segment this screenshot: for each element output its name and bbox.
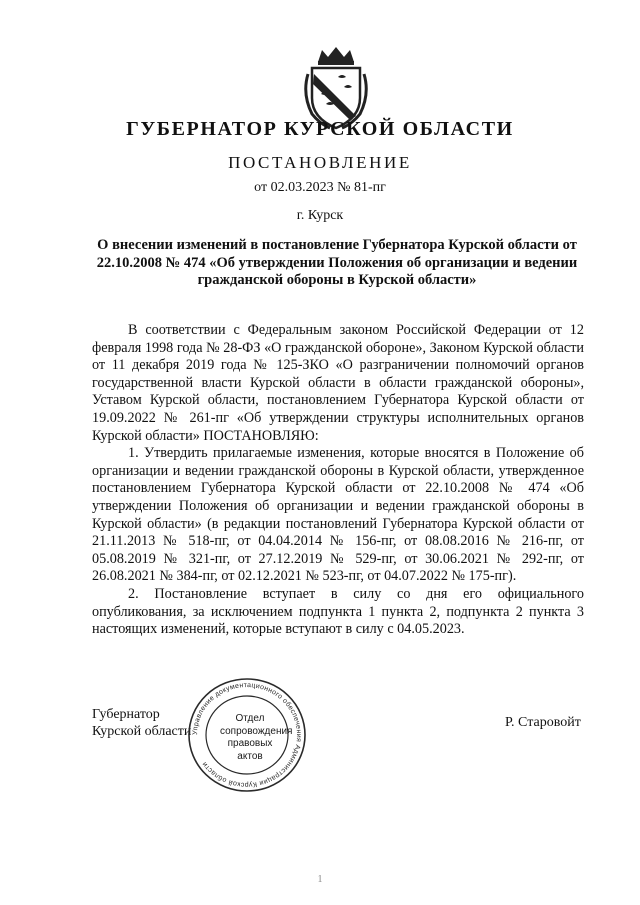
document-type: ПОСТАНОВЛЕНИЕ [228, 153, 412, 172]
stamp-ring-text: Управление документационного обеспечения Администрации Курской области [191, 681, 303, 789]
stamp-line: сопровождения [220, 725, 293, 737]
document-body [92, 322, 584, 639]
document-city: г. Курск [296, 208, 344, 223]
signatory-position-line2: Курской области [92, 724, 192, 739]
body-paragraph: 1. Утвердить прилагаемые изменения, которые вносятся в Положение об организации и ведении гражданской обороны в Курской области, утвержденное постановлением Губернатора Курской области от 22.10.2008 № 474 «Об утверждении Положения об организации и ведении гражданской обороны в Курской области» (в редакции постановлений Губернатора Курской области от 21.11.2013 № 518-пг, от 04.04.2014 № 156-пг, от 08.08.2016 № 216-пг, от 05.08.2019 № 321-пг, от 27.12.2019 № 529-пг, от 30.06.2021 № 292-пг, от 26.08.2021 № 384-пг, от 02.12.2021 № 523-пг, от 04.07.2022 № 175-пг). [92, 445, 584, 585]
signatory-position-line1: Губернатор [92, 707, 160, 722]
signatory-name: Р. Старовойт [505, 715, 581, 730]
stamp-line: правовых [227, 738, 273, 749]
stamp-line: актов [237, 750, 263, 762]
body-paragraph: 2. Постановление вступает в силу со дня его официального опубликования, за исключением подпункта 1 пункта 2, подпункта 2 пункта 3 настоящих изменений, которые вступают в силу с 04.05.2023. [92, 585, 584, 638]
document-subject: О внесении изменений в постановление Губернатора Курской области от 22.10.2008 № 474 «Об утверждении Положения об организации и ведении гражданской обороны в Курской области» [96, 237, 578, 288]
signatory-position [92, 706, 191, 740]
body-paragraph: В соответствии с Федеральным законом Российской Федерации от 12 февраля 1998 года № 28-ФЗ «О гражданской обороне», Законом Курской области от 11 декабря 2019 года № 125-ЗКО «О разграничении полномочий органов государственной власти Курской области в области гражданской обороны», Уставом Курской области, постановлением Губернатора Курской области от 19.09.2022 № 261-пг «Об утверждении структуры исполнительных органов Курской области» ПОСТАНОВЛЯЮ: [92, 322, 584, 444]
stamp-line: Отдел [235, 713, 265, 724]
governor-title: ГУБЕРНАТОР КУРСКОЙ ОБЛАСТИ [126, 118, 514, 140]
document-date-number: от 02.03.2023 № 81-пг [254, 180, 386, 195]
page-number: 1 [317, 874, 323, 885]
stamp-inner-text [220, 713, 293, 763]
